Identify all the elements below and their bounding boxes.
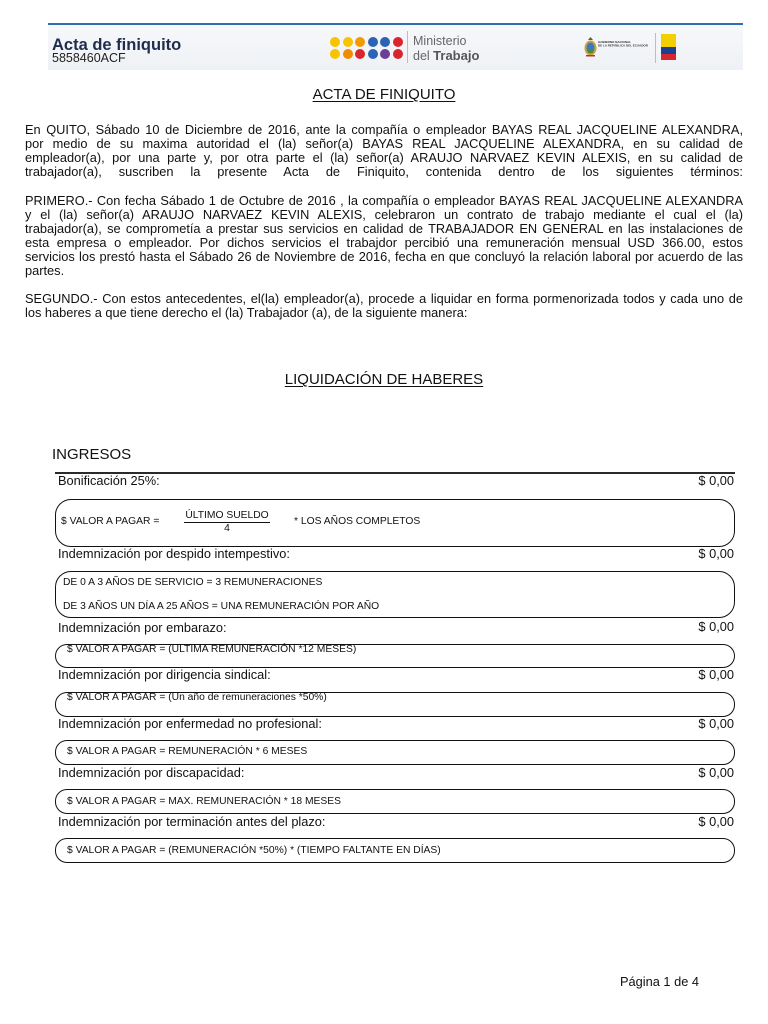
formula-box-terminacion	[55, 838, 735, 863]
paragraph-line: servicios los prestó hasta el Sábado 26 de Noviembre de 2016, fecha en que concluyó la relación laboral por acuerdo de las	[25, 250, 743, 264]
flag-yellow-stripe	[661, 34, 676, 47]
paragraph-line: partes.	[25, 264, 65, 278]
item-label-enfermedad: Indemnización por enfermedad no profesional:	[58, 716, 322, 731]
header-separator	[655, 33, 656, 63]
item-amount-bonificacion: $ 0,00	[698, 473, 734, 488]
ministry-name-trabajo: Trabajo	[433, 48, 480, 63]
paragraph-intro	[25, 123, 743, 179]
logo-dot	[330, 37, 340, 47]
paragraph-line: y el (la) señor(a) ARAUJO NARVAEZ KEVIN ALEXIS, celebraron un contrato de trabajo mediante el cual el (la)	[25, 208, 743, 222]
ministry-logo-dots	[330, 37, 403, 59]
formula-box-discapacidad	[55, 789, 735, 814]
paragraph-line: empleador(a), por una parte y, por otra parte el (la) señor(a) ARAUJO NARVAEZ KEVIN ALEXIS, en su calidad de	[25, 151, 743, 165]
item-label-discapacidad: Indemnización por discapacidad:	[58, 765, 245, 780]
formula-suffix: * LOS AÑOS COMPLETOS	[294, 515, 421, 527]
ecuador-flag-icon	[661, 34, 676, 60]
formula-line: DE 0 A 3 AÑOS DE SERVICIO = 3 REMUNERACIONES	[63, 576, 323, 588]
logo-dot	[380, 37, 390, 47]
formula-text: $ VALOR A PAGAR = REMUNERACIÓN * 6 MESES	[67, 745, 308, 757]
item-amount-embarazo: $ 0,00	[698, 619, 734, 634]
item-amount-terminacion: $ 0,00	[698, 814, 734, 829]
ministry-name-line1: Ministerio	[413, 34, 467, 48]
page-number: Página 1 de 4	[620, 974, 699, 989]
government-logo-text	[598, 41, 648, 48]
item-label-dirigencia: Indemnización por dirigencia sindical:	[58, 667, 271, 682]
logo-dot	[330, 49, 340, 59]
formula-text: $ VALOR A PAGAR = (REMUNERACIÓN *50%) * (TIEMPO FALTANTE EN DÍAS)	[67, 844, 441, 856]
paragraph-line: por medio de su maxima autoridad el (la) señor(a) BAYAS REAL JACQUELINE ALEXANDRA, en su calidad de	[25, 137, 743, 151]
formula-text: $ VALOR A PAGAR = MAX. REMUNERACIÓN * 18 MESES	[67, 795, 341, 807]
flag-red-stripe	[661, 54, 676, 61]
item-amount-dirigencia: $ 0,00	[698, 667, 734, 682]
item-label-embarazo: Indemnización por embarazo:	[58, 620, 227, 635]
formula-prefix: $ VALOR A PAGAR =	[61, 515, 160, 527]
fraction-numerator: ÚLTIMO SUELDO	[185, 509, 269, 521]
logo-dot	[380, 49, 390, 59]
formula-box-embarazo	[55, 644, 735, 668]
government-shield-icon	[583, 37, 598, 57]
paragraph-line: esta empresa o empleador. Por dichos servicios el trabajdor percibió una remuneración mensual USD 366.00, estos	[25, 236, 743, 250]
formula-box-dirigencia	[55, 692, 735, 717]
section-title: LIQUIDACIÓN DE HABERES	[284, 371, 484, 388]
logo-dot	[393, 37, 403, 47]
formula-line: DE 3 AÑOS UN DÍA A 25 AÑOS = UNA REMUNERACIÓN POR AÑO	[63, 600, 380, 612]
logo-dot	[355, 37, 365, 47]
logo-dot	[368, 49, 378, 59]
item-label-terminacion: Indemnización por terminación antes del plazo:	[58, 814, 326, 829]
paragraph-line: SEGUNDO.- Con estos antecedentes, el(la) empleador(a), procede a liquidar en forma pormenorizada todos y cada uno de	[25, 292, 743, 306]
formula-text: $ VALOR A PAGAR = (Un año de remuneraciones *50%)	[67, 691, 327, 703]
government-logo-text-2: DE LA REPÚBLICA DEL ECUADOR	[598, 44, 648, 48]
paragraph-line: trabajador(a), se comprometía a prestar sus servicios en calidad de TRABAJADOR EN GENERAL en las instalaciones de	[25, 222, 743, 236]
government-logo-text-1: GOBIERNO NACIONAL	[598, 41, 631, 44]
formula-box-bonificacion	[55, 499, 735, 547]
ministry-name-del: del	[413, 49, 430, 63]
item-amount-discapacidad: $ 0,00	[698, 765, 734, 780]
page-title: ACTA DE FINIQUITO	[312, 86, 456, 103]
formula-box-despido	[55, 571, 735, 618]
item-label-bonificacion: Bonificación 25%:	[58, 473, 160, 488]
logo-dot	[343, 37, 353, 47]
paragraph-line: PRIMERO.- Con fecha Sábado 1 de Octubre de 2016 , la compañía o empleador BAYAS REAL JACQUELINE ALEXANDRA	[25, 194, 743, 208]
logo-dot	[393, 49, 403, 59]
document-header	[48, 23, 743, 70]
paragraph-line: trabajador(a), suscriben la presente Acta de Finiquito, contenida dentro de los siguientes términos:	[25, 165, 743, 179]
formula-box-enfermedad	[55, 740, 735, 765]
ministry-name-line2	[413, 49, 479, 63]
header-doc-code: 5858460ACF	[52, 51, 126, 65]
logo-dot	[343, 49, 353, 59]
logo-dot	[355, 49, 365, 59]
header-doc-title: Acta de finiquito	[52, 36, 182, 54]
paragraph-line: los haberes a que tiene derecho el (la) Trabajador (a), de la siguiente manera:	[25, 306, 468, 320]
item-amount-despido: $ 0,00	[698, 546, 734, 561]
formula-text: $ VALOR A PAGAR = (ULTIMA REMUNERACIÓN *12 MESES)	[67, 643, 357, 655]
item-amount-enfermedad: $ 0,00	[698, 716, 734, 731]
paragraph-segundo	[25, 292, 743, 320]
item-label-despido: Indemnización por despido intempestivo:	[58, 546, 290, 561]
logo-dot	[368, 37, 378, 47]
formula-fraction	[184, 510, 270, 534]
paragraph-line: En QUITO, Sábado 10 de Diciembre de 2016, ante la compañía o empleador BAYAS REAL JACQUELINE ALEXANDRA,	[25, 123, 743, 137]
ingresos-heading: INGRESOS	[52, 446, 132, 463]
fraction-denominator: 4	[224, 522, 230, 534]
paragraph-primero	[25, 194, 743, 278]
header-separator	[407, 31, 408, 63]
